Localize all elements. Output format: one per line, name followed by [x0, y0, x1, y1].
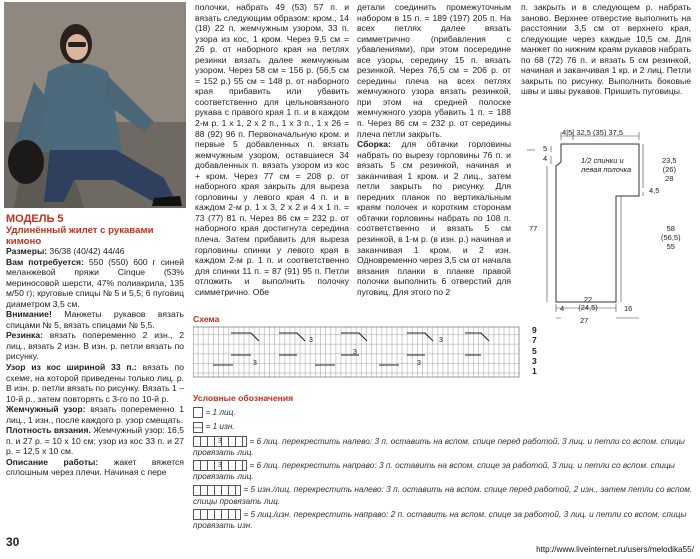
legend-item-cross-right: = 5 лиц./изн. перекрестить направо: 2 п. оставить на вспом. спице за работой, 3 лиц. и петли со вспом. спицы провязать изн. — [193, 508, 687, 530]
pattern-diagram — [521, 126, 696, 330]
col1-para: Плотность вязания. Жемчужный узор: 16,5 п. и 27 р. = 10 х 10 см; узор из кос 33 п. и 27 р. = 12,5 х 10 см. — [6, 425, 184, 457]
dim-4b: 4 — [560, 304, 565, 313]
schema-grid — [193, 325, 523, 383]
cable-left-symbol-icon: 3 — [193, 436, 247, 447]
schema-row-numbers: 9 7 5 3 1 — [532, 325, 537, 377]
dim-5: 5 — [543, 144, 548, 153]
model-photo — [4, 2, 186, 208]
dims-top: 4|5| 32,5 (35) 37,5 — [562, 128, 624, 137]
model-subtitle: Удлинённый жилет с рукавами кимоно — [6, 225, 154, 247]
knit-symbol-icon — [193, 407, 203, 418]
panel-label: 1/2 спинки и левая полочка — [581, 156, 632, 174]
col1-text — [6, 246, 184, 478]
dims-58-55: 58 (56,5) 55 — [661, 224, 681, 251]
legend-item-cable-right: 3 = 6 лиц. перекрестить направо: 3 п. оставить на вспом. спице за работой, 3 лиц. и петли со вспом. спицы провязать лиц. — [193, 459, 675, 482]
dim-4-5: 4,5 — [649, 186, 660, 195]
col1-para: Внимание! Манжеты рукавов вязать спицами № 5, вязать спицами № 5,5. — [6, 309, 184, 330]
schema-cell-label: 3 — [439, 337, 443, 344]
dim-4: 4 — [543, 154, 548, 163]
legend — [193, 407, 693, 530]
legend-item-cable-left: 3 = 6 лиц. перекрестить налево: 3 п. оставить на вспом. спице перед работой, 3 лиц. и петли со вспом. спицы провязать лиц. — [193, 435, 685, 457]
model-title-block — [6, 213, 184, 247]
legend-item-knit: = 1 лиц. — [193, 407, 693, 418]
legend-item-cross-left: = 5 изн./лиц. перекрестить налево: 3 п. оставить на вспом. спице перед работой, 2 изн., затем петли со вспом. спицы провязать лиц. — [193, 484, 693, 506]
cable-right-symbol-icon: 3 — [193, 460, 247, 471]
cross-left-symbol-icon — [193, 485, 241, 496]
col1-para: Описание работы: жакет вяжется сплошным через плечи. Начиная с пере — [6, 456, 184, 478]
col3-para: детали соединить промежуточным набором в 15 п. = 189 (197) 205 п. На всех петлях далее вязать симметрично (прибавления с убавлениями), при этом посередине все узоры, середину 15 п. вязать резинкой. Через 76,5 см = 206 р. от середины плеча на всех петлях жемчужного узора вязать резинкой, при этом на средней полоске жемчужного узора убавить 1 п. = 188 п. Через 86 см = 232 р. от середины плеча петли закрыть. — [357, 2, 511, 139]
schema-title: Схема — [193, 314, 220, 324]
schema-grid-svg — [193, 325, 523, 383]
footer-url: http://www.liveinternet.ru/users/melodika55/ — [536, 545, 694, 554]
legend-item-purl: — = 1 изн. — [194, 421, 235, 432]
schema-cell-label: 3 — [353, 349, 357, 356]
col1-para: Резинка: вязать попеременно 2 изн., 2 лиц., вязать 2 изн. В изн. р. петли вязать по рисунку. — [6, 330, 184, 362]
col3-para: Сборка: для обтачки горловины набрать по вырезу горловины 76 п. и вязать 5 см резинкой, начиная и заканчивая 1 кром. и 2 лиц., затем петли закрыть по рисунку. Для передних планок по вертикальным краям полочек и коротким сторонам обтачки горловины набрать по 108 п. соответственно и вязать 5 см резинкой, в 1-м р. (в изн. р.) начиная и заканчивая 1 кром. и 2 изн. Одновременно через 3,5 см от начала вязания планки в планке правой полочки выполнить 6 отверстий для пуговиц. Для этого по 2 — [357, 139, 511, 297]
col1-para: Вам потребуется: 550 (550) 600 г синей меланжевой пряжи Cinque (53% мериносовой шерсти, 47% полиакрила, 135 м/50 г); круговые спицы № 5 и 5,5; 6 пуговиц диаметром 3,5 см. — [6, 256, 185, 309]
dim-77: 77 — [529, 224, 538, 233]
model-title: МОДЕЛЬ 5 — [6, 213, 64, 225]
col2-text: полочки, набрать 49 (53) 57 п. и вязать следующим образом: кром., 14 (18) 22 п. жемчужным узором, 33 п. узора из кос, 1 кром. Через 9,5 см = 26 р. от наборного края на петлях резинки вязать далее жемчужным узором. Через 58 см = 156 р. (56,5 см = 152 р.) 55 см = 148 р. от наборного края прибавить или убавить соответственно для цельновязаного рукава с правого края 1 п. и в каждом 2-м р. 1 х 1, 2 х 2 п., 1 х 3 п., 1 х 26 = 88 (92) 96 п. Первоначальную кром. и первые 5 добавленных п. вязать жемчужным узором, оставшиеся 34 добавленных п. вязать узором из кос + кром. Через 77 см = 208 р. от наборного края закрыть для выреза горловины у левого края 4 п. и в каждом 2-м р. 1 х 3, 2 х 2 и 4 х 1 п. = 73 (77) 81 п. Через 86 см = 232 р. от наборного края достигнута середина плеча. Затем прибавить для выреза горловины спинки у левого края в каждом 2-м р. 1 п. и соответственно для спинки 11 п. = 87 (91) 95 п. Петли отложить и выполнить полочку симметрично. Обе — [195, 2, 349, 297]
dim-16: 16 — [624, 304, 633, 313]
col1-para: Жемчужный узор: вязать попеременно 1 лиц., 1 изн., после каждого р. узор смещать. — [6, 404, 184, 425]
col1-para: Узор из кос шириной 33 п.: вязать по схеме, на которой приведены только лиц. р. В изн. р. петли вязать по рисунку. Вязать 1 – 10-й р., затем повторять с 3-го по 10-й р. — [6, 362, 184, 404]
page-number: 30 — [6, 535, 20, 549]
dims-22-27: 22 (24,5) — [578, 295, 598, 312]
purl-symbol-icon: — — [194, 421, 203, 432]
col3-text — [357, 2, 511, 297]
dims-23-28: 23,5 (26) 28 — [662, 156, 677, 183]
legend-title: Условные обозначения — [193, 393, 294, 403]
dim-27: 27 — [580, 316, 589, 325]
schema-cell-label: 3 — [417, 360, 421, 367]
schema-cell-label: 3 — [309, 337, 313, 344]
col1-para: Размеры: 36/38 (40/42) 44/46 — [6, 246, 125, 256]
cross-right-symbol-icon — [193, 509, 241, 520]
col4-text: п. закрыть и в следующем р. набрать заново. Верхнее отверстие выполнить на расстоянии 3,5 см от верхнего края, следующие через каждые 10,5 см. Для манжет по нижним краям рукавов набрать по 68 (72) 76 п. и вязать 5 см резинкой, начиная и заканчивая 1 кр. и 2 лиц. Петли закрыть по рисунку. Выполнить боковые швы и швы рукавов. Пришить пуговицы. — [521, 2, 691, 97]
model-photo-image — [4, 2, 186, 208]
schema-cell-label: 3 — [253, 360, 257, 367]
